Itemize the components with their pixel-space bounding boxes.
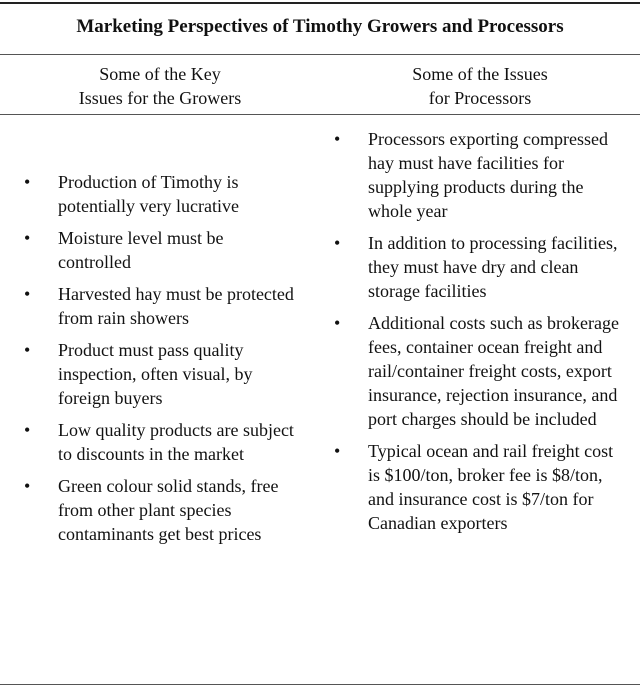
- header-line: Some of the Key: [99, 64, 221, 84]
- processors-issues-list: [320, 127, 640, 535]
- list-item-text: Additional costs such as brokerage fees, container ocean freight and rail/container freight costs, export insurance, rejection insurance, and port charges should be included: [368, 313, 619, 429]
- bullet-icon: •: [24, 340, 31, 360]
- list-item-text: Moisture level must be controlled: [58, 228, 224, 272]
- bullet-icon: •: [334, 129, 341, 149]
- list-item: [0, 418, 320, 466]
- table-title: Marketing Perspectives of Timothy Growers and Processors: [76, 16, 564, 37]
- list-item-text: Typical ocean and rail freight cost is $100/ton, broker fee is $8/ton, and insurance cost is $7/ton for Canadian exporters: [368, 441, 614, 533]
- header-line: for Processors: [428, 88, 532, 108]
- list-item: [320, 439, 640, 535]
- list-item: [0, 338, 320, 410]
- top-rule: [0, 2, 640, 4]
- bottom-rule: [0, 684, 640, 685]
- header-divider: [0, 114, 640, 115]
- growers-column-header: [0, 62, 320, 110]
- header-line: Some of the Issues: [412, 64, 548, 84]
- list-item: [0, 226, 320, 274]
- list-item: [0, 170, 320, 218]
- bullet-icon: •: [24, 284, 31, 304]
- bullet-icon: •: [334, 233, 341, 253]
- list-item: [320, 127, 640, 223]
- bullet-icon: •: [334, 313, 341, 333]
- bullet-icon: •: [334, 441, 341, 461]
- bullet-icon: •: [24, 476, 31, 496]
- bullet-icon: •: [24, 420, 31, 440]
- list-item-text: Harvested hay must be protected from rain showers: [58, 284, 294, 328]
- list-item: [0, 474, 320, 546]
- list-item-text: Low quality products are subject to discounts in the market: [58, 420, 294, 464]
- growers-issues-list: [0, 170, 320, 546]
- title-divider: [0, 54, 640, 55]
- list-item: [320, 311, 640, 431]
- list-item: [320, 231, 640, 303]
- processors-issues-column: [320, 127, 640, 543]
- processors-column-header: [320, 62, 640, 110]
- growers-issues-column: [0, 170, 320, 554]
- list-item-text: Green colour solid stands, free from other plant species contaminants get best prices: [58, 476, 279, 544]
- list-item-text: In addition to processing facilities, they must have dry and clean storage facilities: [368, 233, 618, 301]
- bullet-icon: •: [24, 228, 31, 248]
- list-item: [0, 282, 320, 330]
- header-line: Issues for the Growers: [78, 88, 242, 108]
- bullet-icon: •: [24, 172, 31, 192]
- list-item-text: Processors exporting compressed hay must have facilities for supplying products during the whole year: [368, 129, 608, 221]
- list-item-text: Product must pass quality inspection, often visual, by foreign buyers: [58, 340, 253, 408]
- list-item-text: Production of Timothy is potentially very lucrative: [58, 172, 239, 216]
